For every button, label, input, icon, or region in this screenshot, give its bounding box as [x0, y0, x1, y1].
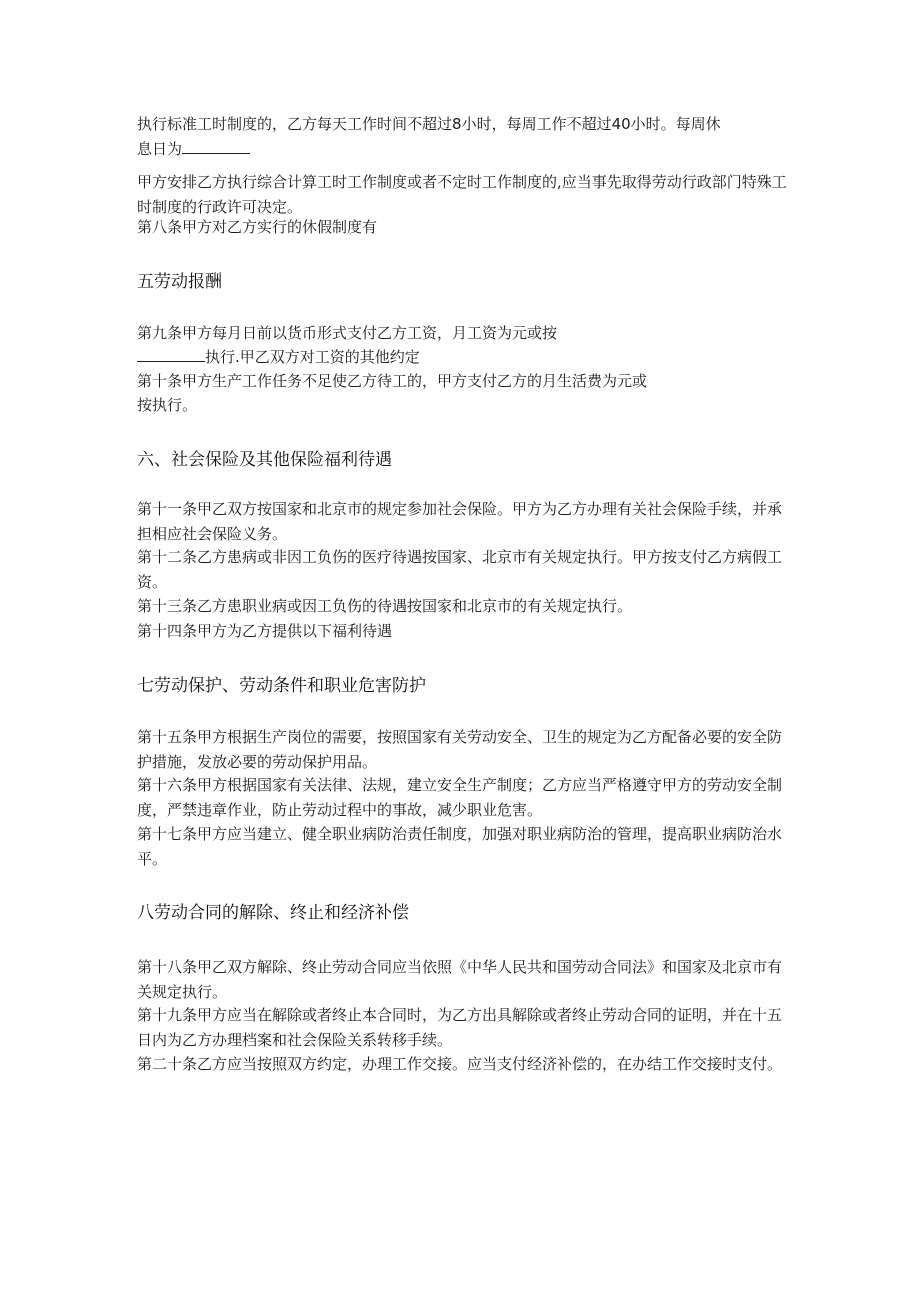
text-run: 执行.甲乙双方对工资的其他约定: [205, 348, 420, 366]
section-heading-termination: 八劳动合同的解除、终止和经济补偿: [137, 903, 409, 923]
section-heading-social-insurance: 六、社会保险及其他保险福利待遇: [137, 450, 392, 470]
article-10: 第十条甲方生产工作任务不足使乙方待工的，甲方支付乙方的月生活费为元或: [137, 372, 648, 390]
article-20: 第二十条乙方应当按照双方约定，办理工作交接。应当支付经济补偿的，在办结工作交接时支付。: [137, 1055, 783, 1073]
hours-per-week: 40: [611, 115, 631, 133]
rest-day-blank[interactable]: [182, 141, 250, 154]
section-heading-remuneration: 五劳动报酬: [137, 272, 222, 292]
article-11: 第十一条甲乙双方按国家和北京市的规定参加社会保险。甲方为乙方办理有关社会保险手续，并承担相应社会保险义务。: [137, 500, 783, 543]
article-16: 第十六条甲方根据国家有关法律、法规，建立安全生产制度；乙方应当严格遵守甲方的劳动安全制度，严禁违章作业，防止劳动过程中的事故，减少职业危害。: [137, 776, 783, 819]
article-9: 第九条甲方每月日前以货币形式支付乙方工资，月工资为元或按: [137, 324, 558, 342]
article-17: 第十七条甲方应当建立、健全职业病防治责任制度，加强对职业病防治的管理，提高职业病防治水平。: [137, 825, 783, 868]
article-15: 第十五条甲方根据生产岗位的需要，按照国家有关劳动安全、卫生的规定为乙方配备必要的安全防护措施，发放必要的劳动保护用品。: [137, 728, 783, 771]
article-18: 第十八条甲乙双方解除、终止劳动合同应当依照《中华人民共和国劳动合同法》和国家及北京市有关规定执行。: [137, 958, 783, 1001]
wage-standard-blank[interactable]: [137, 349, 205, 362]
article-12: 第十二条乙方患病或非因工负伤的医疗待遇按国家、北京市有关规定执行。甲方按支付乙方病假工资。: [137, 548, 783, 591]
hours-per-day: 8: [452, 115, 462, 133]
article-9-continued: [137, 345, 789, 370]
section-heading-labor-protection: 七劳动保护、劳动条件和职业危害防护: [137, 676, 426, 696]
text-run: 小时，每周工作不超过: [461, 115, 612, 133]
flexible-hours-paragraph: 甲方安排乙方执行综合计算工时工作制度或者不定时工作制度的,应当事先取得劳动行政部门特殊工时制度的行政许可决定。: [137, 173, 787, 216]
working-hours-paragraph: [137, 112, 789, 162]
article-10-continued: 按执行。: [137, 396, 198, 414]
text-run: 息日为: [137, 140, 183, 158]
text-run: 执行标准工时制度的，乙方每天工作时间不超过: [137, 115, 453, 133]
article-14: 第十四条甲方为乙方提供以下福利待遇: [137, 622, 393, 640]
article-8: 第八条甲方对乙方实行的休假制度有: [137, 218, 378, 236]
text-run: 小时。每周休: [630, 115, 721, 133]
article-19: 第十九条甲方应当在解除或者终止本合同时，为乙方出具解除或者终止劳动合同的证明，并在十五日内为乙方办理档案和社会保险关系转移手续。: [137, 1006, 783, 1049]
article-13: 第十三条乙方患职业病或因工负伤的待遇按国家和北京市的有关规定执行。: [137, 597, 633, 615]
